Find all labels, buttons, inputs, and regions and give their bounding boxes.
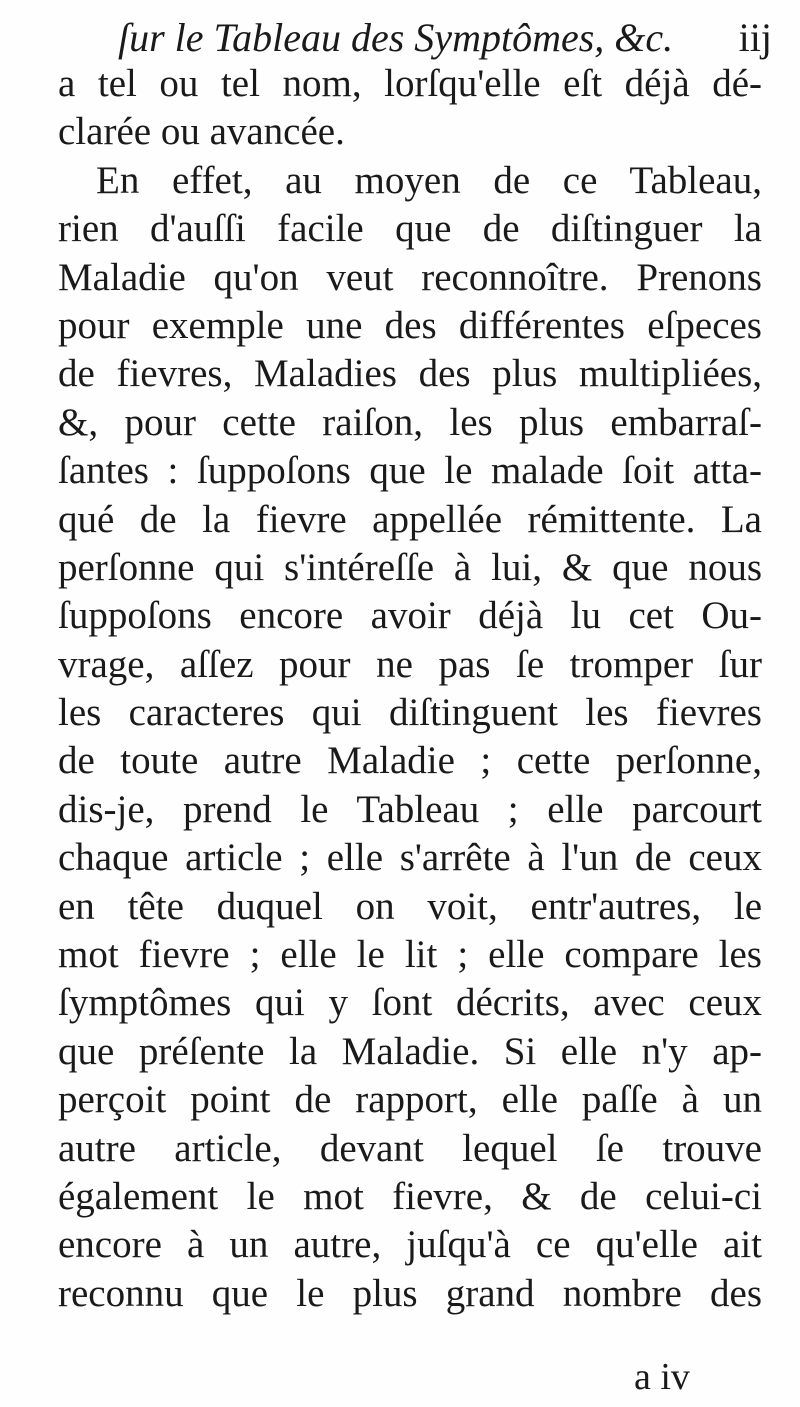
text-line: que préſente la Maladie. Si elle n'y ap-: [58, 1029, 762, 1073]
page-number: iij: [738, 15, 772, 60]
text-line: encore à un autre, juſqu'à ce qu'elle ait: [58, 1223, 762, 1267]
text-line: en tête duquel on voit, entr'autres, le: [58, 884, 762, 928]
text-line: dis-je, prend le Tableau ; elle parcourt: [58, 787, 762, 831]
text-line: rien d'auſſi facile que de diſtinguer la: [58, 207, 762, 251]
running-title: ſur le Tableau des Symptômes, &c.: [118, 15, 674, 60]
text-line: reconnu que le plus grand nombre des: [58, 1271, 762, 1315]
signature-mark: a iv: [634, 1356, 690, 1398]
text-line: pour exemple une des différentes eſpeces: [58, 303, 762, 347]
text-line: &, pour cette raiſon, les plus embarraſ-: [58, 400, 762, 444]
text-line: également le mot fievre, & de celui-ci: [58, 1174, 762, 1218]
text-line: perſonne qui s'intéreſſe à lui, & que nous: [58, 545, 762, 589]
text-line: a tel ou tel nom, lorſqu'elle eſt déjà dé-: [58, 62, 762, 105]
text-line: Maladie qu'on veut reconnoître. Prenons: [58, 255, 762, 299]
text-line: En effet, au moyen de ce Tableau,: [96, 158, 762, 202]
text-line: clarée ou avancée.: [58, 110, 345, 154]
text-line: de fievres, Maladies des plus multipliées,: [58, 352, 762, 396]
text-line: ſantes : ſuppoſons que le malade ſoit atta-: [58, 449, 762, 493]
text-line: ſymptômes qui y ſont décrits, avec ceux: [58, 981, 762, 1025]
text-line: les caracteres qui diſtinguent les fievres: [58, 691, 762, 735]
text-line: ſuppoſons encore avoir déjà lu cet Ou-: [58, 594, 762, 638]
text-line: de toute autre Maladie ; cette perſonne,: [58, 739, 762, 783]
text-line: vrage, aſſez pour ne pas ſe tromper ſur: [58, 642, 762, 686]
text-line: mot fievre ; elle le lit ; elle compare les: [58, 933, 762, 977]
body-text: [58, 60, 762, 1318]
text-line: perçoit point de rapport, elle paſſe à un: [58, 1078, 762, 1122]
text-line: qué de la fievre appellée rémittente. La: [58, 497, 762, 541]
text-line: chaque article ; elle s'arrête à l'un de ceux: [58, 836, 762, 880]
text-line: autre article, devant lequel ſe trouve: [58, 1126, 762, 1170]
